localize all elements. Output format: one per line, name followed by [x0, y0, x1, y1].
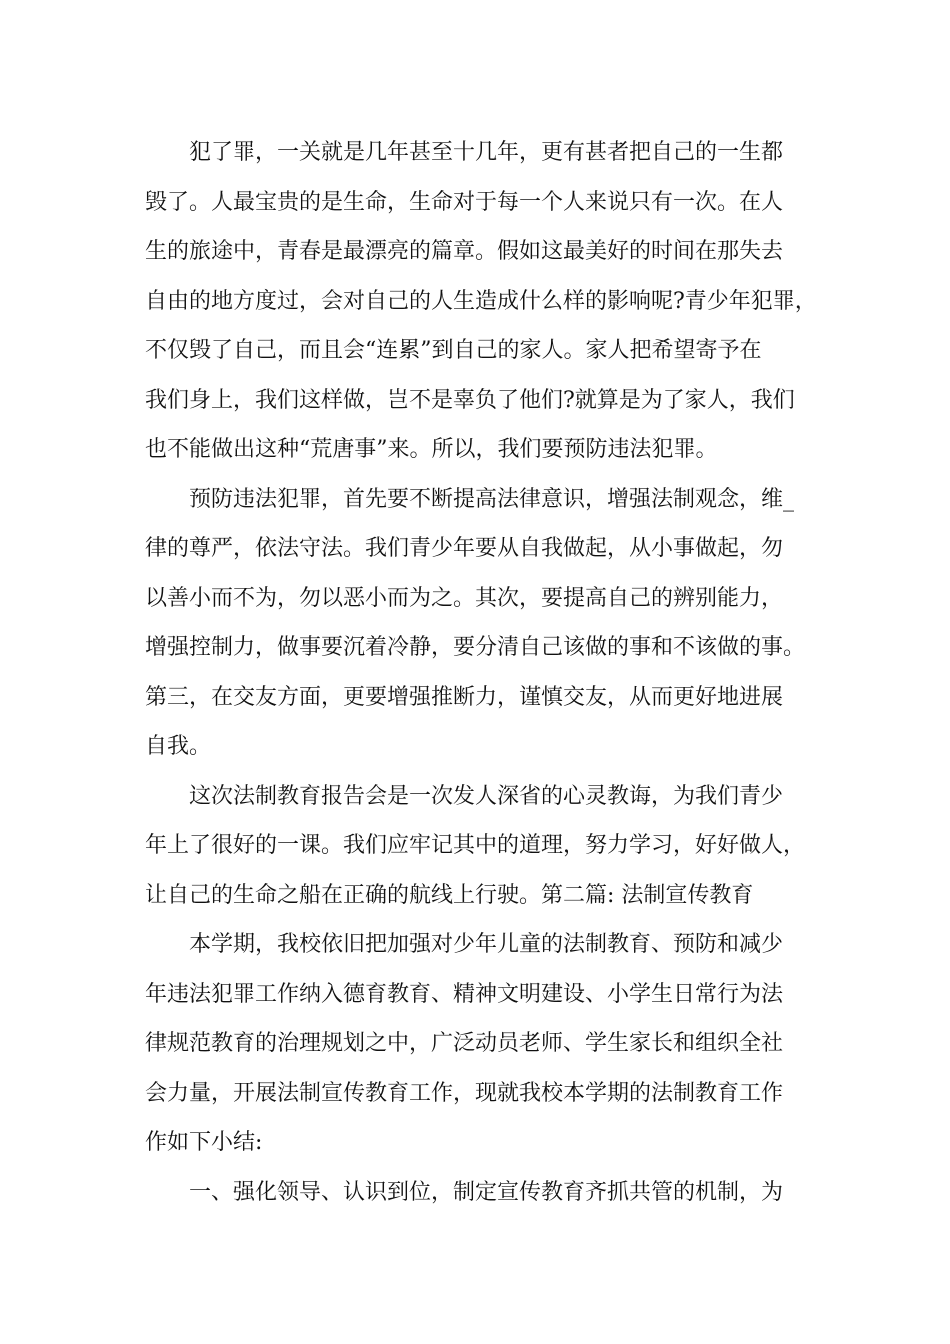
- text-line: 犯了罪，一关就是几年甚至十几年，更有甚者把自己的一生都: [189, 140, 784, 165]
- text-line: 本学期，我校依旧把加强对少年儿童的法制教育、预防和减少: [189, 932, 784, 957]
- text-line: 让自己的生命之船在正确的航线上行驶。第二篇: 法制宣传教育: [145, 882, 754, 908]
- text-line: 律的尊严，依法守法。我们青少年要从自我做起，从小事做起，勿: [145, 536, 784, 561]
- body-text: [145, 128, 825, 1217]
- text-line: 会力量，开展法制宣传教育工作，现就我校本学期的法制教育工作: [145, 1080, 784, 1106]
- text-line: 第三，在交友方面，更要增强推断力，谨慎交友，从而更好地进展: [145, 684, 784, 710]
- text-line: 毁了。人最宝贵的是生命，生命对于每一个人来说只有一次。在人: [145, 189, 784, 215]
- text-line: 也不能做出这种“荒唐事”来。所以，我们要预防违法犯罪。: [145, 437, 718, 462]
- text-line: 以善小而不为，勿以恶小而为之。其次，要提高自己的辨别能力，: [145, 585, 784, 611]
- text-line: 我们身上，我们这样做，岂不是辜负了他们?就算是为了家人，我们: [145, 387, 795, 413]
- text-line: 自由的地方度过，会对自己的人生造成什么样的影响呢?青少年犯罪，: [145, 288, 817, 314]
- text-line: 律规范教育的治理规划之中，广泛动员老师、学生家长和组织全社: [145, 1031, 784, 1056]
- text-line: 预防违法犯罪，首先要不断提高法律意识，增强法制观念，维_: [189, 486, 795, 512]
- text-line: 这次法制教育报告会是一次发人深省的心灵教诲，为我们青少: [189, 783, 784, 809]
- text-line: 不仅毁了自己，而且会“连累”到自己的家人。家人把希望寄予在: [145, 338, 762, 363]
- text-line: 年违法犯罪工作纳入德育教育、精神文明建设、小学生日常行为法: [145, 981, 784, 1007]
- text-line: 年上了很好的一课。我们应牢记其中的道理，努力学习，好好做人，: [145, 833, 806, 858]
- text-line: 一、强化领导、认识到位，制定宣传教育齐抓共管的机制，为: [189, 1179, 784, 1205]
- text-line: 生的旅途中，青春是最漂亮的篇章。假如这最美好的时间在那失去: [145, 239, 784, 264]
- text-line: 增强控制力，做事要沉着冷静，要分清自己该做的事和不该做的事。: [145, 635, 806, 660]
- text-line: 作如下小结:: [145, 1130, 263, 1155]
- text-line: 自我。: [145, 734, 212, 759]
